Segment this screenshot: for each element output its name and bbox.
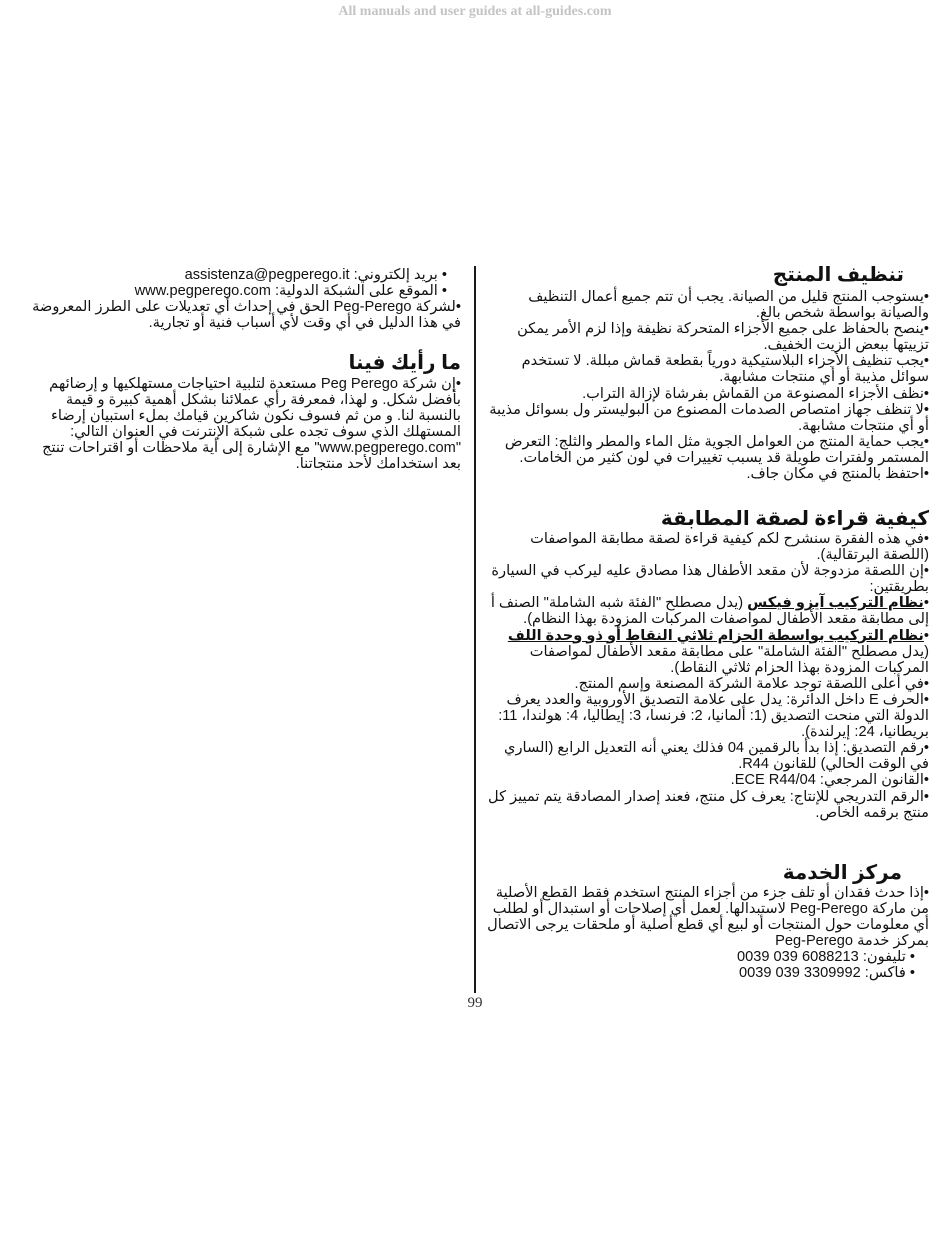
service-paragraph: •إذا حدث فقدان أو تلف جزء من أجزاء المنتج استخدم فقط القطع الأصلية من ماركة Peg-Perego لاستبدالها. لعمل أي إصلاحات أو استبدال أو لطلب أي معلومات حول المنتجات أو لبيع أي قطع أصلية أو ملحقات يرجى الاتصال بمركز خدمة Peg-Perego — [487, 885, 929, 950]
page-number: 99 — [467, 995, 483, 1011]
fax-label: • فاكس: — [860, 965, 915, 982]
label-section — [486, 531, 929, 821]
label-paragraph: •في أعلى اللصقة توجد علامة الشركة المصنعة وإسم المنتج. — [574, 675, 929, 692]
label-paragraph-isofix: •نظام التركيب آيزو فيكس (يدل مصطلح "الفئة شبه الشاملة" الصنف أ إلى مطابقة مقعد الأطفال لمواصفات المركبات المزودة بهذا النظام). — [490, 595, 929, 628]
cleaning-title: تنظيف المنتج — [772, 264, 904, 286]
cleaning-paragraph: •يجب تنظيف الأجزاء البلاستيكية دورياً بقطعة قماش مبللة. لا تستخدم سوائل مذيبة أو أي منتجات مشابهة. — [521, 353, 929, 386]
cleaning-paragraph: •يستوجب المنتج قليل من الصيانة. يجب أن تتم جميع أعمال التنظيف والصيانة بواسطة شخص بالغ. — [528, 289, 929, 322]
opinion-section — [20, 376, 461, 473]
label-paragraph: •الحرف E داخل الدائرة: يدل على علامة التصديق الأوروبية والعدد يعرف الدولة التي منحت التصديق (1: ألمانيا، 2: فرنسا، 3: إيطاليا، 4: هولندا، 11: بريطانيا، 24: إيرلندة). — [498, 691, 929, 741]
label-paragraph-belt: •نظام التركيب بواسطة الحزام ثلاثي النقاط أو ذو وحدة اللف (يدل مصطلح "الفئة الشاملة" على مطابقة مقعد الأطفال لمواصفات المركبات المزودة بهذا الحزام ثلاثي النقاط). — [507, 627, 929, 676]
cleaning-paragraph: •احتفظ بالمنتج في مكان جاف. — [746, 466, 929, 483]
belt-term: نظام التركيب بواسطة الحزام ثلاثي النقاط أو ذو وحدة اللف — [507, 627, 924, 644]
isofix-term: نظام التركيب آيزو فيكس — [747, 595, 924, 612]
cleaning-section — [486, 289, 929, 482]
opinion-paragraph: •إن شركة Peg Perego مستعدة لتلبية احتياجات مستهلكيها و إرضائهم بأفضل شكل. و لهذا، فمعرفة رأي عملائنا بشكل أهمية كبيرة و قيمة بالنسبة لنا. و من ثم فسوف نكون شاكرين قيامك بملء استبيان إرضاء المستهلك الذي سوف تجده على شبكة الإنترنت في العنوان التالي: "www.pegperego.com" مع الإشارة إلى أية ملاحظات أو اقتراحات تنتج بعد استخدامك لأحد منتجاتنا. — [42, 376, 461, 473]
fax-number: 0039 039 3309992 — [739, 965, 861, 982]
label-paragraph: •في هذه الفقرة سنشرح لكم كيفية قراءة لصقة مطابقة المواصفات (اللصقة البرتقالية). — [530, 531, 929, 564]
service-section — [486, 885, 929, 982]
belt-text: (يدل مصطلح "الفئة الشاملة" على مطابقة مقعد الأطفال لمواصفات المركبات المزودة بهذا الحزام ثلاثي النقاط). — [529, 643, 929, 676]
website-label: • الموقع على الشبكة الدولية: — [270, 283, 447, 300]
contact-email — [20, 267, 461, 283]
service-fax — [486, 965, 929, 981]
cleaning-paragraph: •يجب حماية المنتج من العوامل الجوية مثل الماء والمطر والثلج: التعرض المستمر ولفترات طويلة قد يسبب تغييرات في لون كثير من الخامات. — [504, 433, 929, 466]
contact-website — [20, 283, 461, 299]
cleaning-paragraph: •نظف الأجزاء المصنوعة من القماش بفرشاة لإزالة التراب. — [582, 385, 929, 402]
label-title: كيفية قراءة لصقة المطابقة — [660, 508, 929, 530]
watermark: All manuals and user guides at all-guides.com — [338, 4, 612, 19]
cleaning-paragraph: •لا تنظف جهاز امتصاص الصدمات المصنوع من البوليستر ول بسوائل مذيبة أو أي منتجات مشابهة. — [489, 401, 929, 434]
phone-number: 0039 039 6088213 — [737, 949, 859, 966]
phone-label: • تليفون: — [858, 949, 915, 966]
email-address: assistenza@pegperego.it — [184, 267, 350, 283]
rights-paragraph: •لشركة Peg-Perego الحق في إحداث أي تعديلات على الطرز المعروضة في هذا الدليل في أي وقت لأي أسباب فنية أو تجارية. — [32, 299, 461, 332]
label-paragraph: •الرقم التدريجي للإنتاج: يعرف كل منتج، فعند إصدار المصادقة يتم تمييز كل منتج برقمه الخاص. — [488, 788, 929, 821]
website-address: www.pegperego.com — [134, 283, 271, 300]
cleaning-paragraph: •ينصح بالحفاظ على جميع الأجزاء المتحركة نظيفة وإذا لزم الأمر يمكن تزييتها ببعض الزيت الخفيف. — [517, 321, 929, 354]
contact-section — [20, 267, 461, 331]
email-label: • بريد إلكتروني: — [349, 267, 447, 283]
service-phone — [486, 949, 929, 965]
label-paragraph: •رقم التصديق: إذا بدأ بالرقمين 04 فذلك يعني أنه التعديل الرابع (الساري في الوقت الحالي) للقانون R44. — [504, 740, 929, 773]
service-title: مركز الخدمة — [782, 862, 902, 884]
label-paragraph: •القانون المرجعي: ECE R44/04. — [730, 772, 929, 789]
label-paragraph: •إن اللصقة مزدوجة لأن مقعد الأطفال هذا مصادق عليه ليركب في السيارة بطريقتين: — [491, 563, 929, 596]
opinion-title: ما رأيك فينا — [348, 352, 461, 374]
column-divider — [474, 266, 476, 993]
isofix-text: (يدل مصطلح "الفئة شبه الشاملة" الصنف أ إلى مطابقة مقعد الأطفال لمواصفات المركبات المزودة بهذا النظام). — [490, 595, 929, 628]
